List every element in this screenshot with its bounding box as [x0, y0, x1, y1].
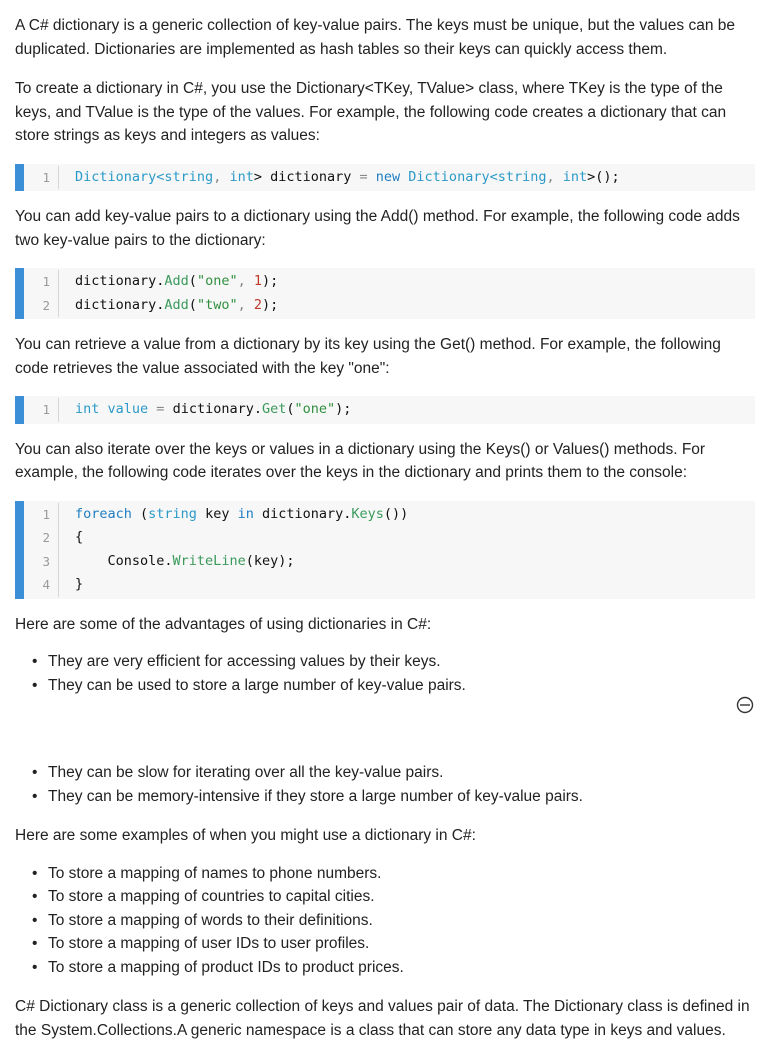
loading-spinner-icon — [736, 696, 754, 714]
code-line — [15, 550, 755, 574]
list-item: • To store a mapping of words to their definitions. — [48, 909, 755, 933]
line-number: 2 — [42, 530, 50, 545]
code-text: Dictionary<string, int> dictionary = new Dictionary<string, int>(); — [75, 168, 620, 185]
code-text: } — [75, 576, 84, 592]
list-item: • To store a mapping of names to phone numbers. — [48, 862, 755, 886]
list-item: • They can be used to store a large number of key-value pairs. — [48, 674, 755, 698]
code-block-accent — [15, 396, 24, 424]
paragraph-retrieve: You can retrieve a value from a dictionary by its key using the Get() method. For example, the following code retrieves the value associated with the key "one": — [15, 336, 721, 377]
line-number: 1 — [42, 169, 50, 185]
code-block-add — [15, 268, 755, 319]
paragraph-iterate: You can also iterate over the keys or values in a dictionary using the Keys() or Values() methods. For example, the following code iterates over the keys in the dictionary and prints them to the console: — [15, 440, 706, 481]
code-line — [15, 503, 755, 527]
line-number: 1 — [42, 274, 50, 289]
list-item: • They can be memory-intensive if they store a large number of key-value pairs. — [48, 785, 755, 809]
paragraph-intro: A C# dictionary is a generic collection of key-value pairs. The keys must be unique, but the values can be duplicated. Dictionaries are implemented as hash tables so their keys can quickly access them. — [15, 17, 736, 58]
paragraph-examples: Here are some examples of when you might use a dictionary in C#: — [15, 827, 476, 844]
paragraph-advantages: Here are some of the advantages of using dictionaries in C#: — [15, 615, 432, 633]
code-text: foreach (string key in dictionary.Keys()) — [75, 505, 409, 522]
code-text: dictionary.Add("one", 1); — [75, 273, 279, 289]
code-line — [15, 398, 755, 422]
code-block-accent — [15, 164, 24, 192]
list-item: • They are very efficient for accessing values by their keys. — [48, 650, 755, 674]
list-item: • They can be slow for iterating over all the key-value pairs. — [48, 761, 755, 785]
code-text: { — [75, 529, 84, 545]
list-item: • To store a mapping of countries to capital cities. — [48, 885, 755, 909]
code-line — [15, 270, 755, 294]
code-line — [15, 526, 755, 550]
advantages-list — [15, 650, 755, 697]
code-text: dictionary.Add("two", 2); — [75, 296, 279, 313]
line-number: 4 — [42, 577, 50, 592]
line-number: 1 — [42, 506, 50, 522]
examples-list — [15, 862, 755, 980]
code-block-iterate — [15, 501, 755, 599]
code-text: int value = dictionary.Get("one"); — [75, 401, 352, 417]
disadvantages-list — [15, 761, 755, 808]
list-item: • To store a mapping of product IDs to product prices. — [48, 956, 755, 980]
code-block-create — [15, 164, 755, 192]
line-number: 3 — [42, 553, 50, 569]
code-block-retrieve — [15, 396, 755, 424]
line-number: 2 — [42, 297, 50, 313]
list-item: • To store a mapping of user IDs to user profiles. — [48, 932, 755, 956]
paragraph-summary: C# Dictionary class is a generic collection of keys and values pair of data. The Dictionary class is defined in the System.Collections.A generic namespace is a class that can store any data type in keys and values. — [15, 998, 750, 1039]
code-block-accent — [15, 268, 24, 319]
code-line — [15, 294, 755, 318]
paragraph-add: You can add key-value pairs to a dictionary using the Add() method. For example, the following code adds two key-value pairs to the dictionary: — [15, 208, 740, 249]
line-number: 1 — [42, 402, 50, 417]
code-block-accent — [15, 501, 24, 599]
article-body — [15, 14, 755, 1042]
code-line — [15, 166, 755, 190]
paragraph-create: To create a dictionary in C#, you use the Dictionary<TKey, TValue> class, where TKey is the type of the keys, and TValue is the type of the values. For example, the following code creates a dictionary that can store strings as keys and integers as values: — [15, 80, 727, 144]
code-text: Console.WriteLine(key); — [75, 552, 295, 569]
code-line — [15, 573, 755, 597]
